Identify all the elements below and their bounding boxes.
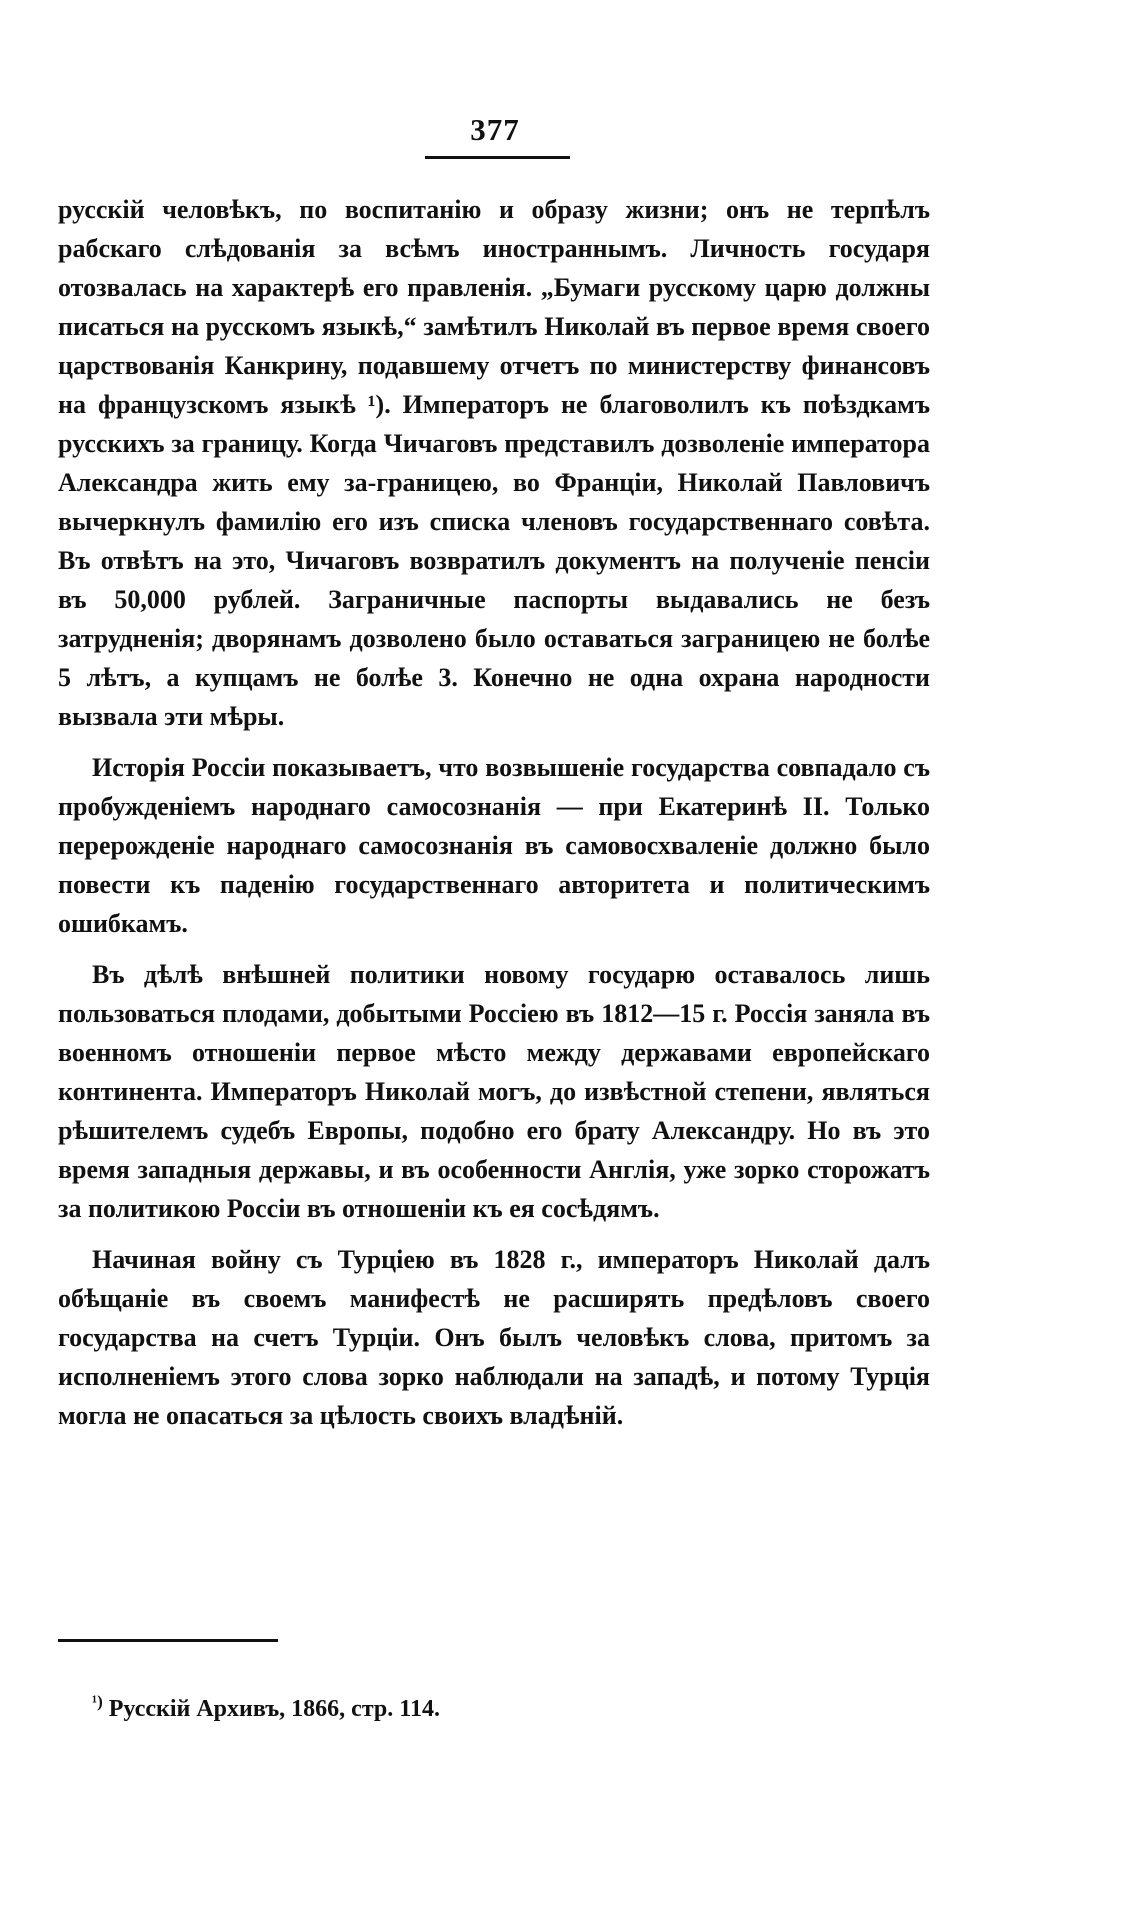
footnote-text: Русскій Архивъ, 1866, стр. 114.	[108, 1696, 440, 1722]
footnote-marker: ¹)	[92, 1692, 103, 1711]
main-text	[58, 190, 930, 1447]
footnote-rule	[58, 1639, 278, 1642]
page-number: 377	[470, 112, 520, 147]
paragraph-3: Въ дѣлѣ внѣшней политики новому государю оставалось лишь пользоваться плодами, добытыми Россіею въ 1812—15 г. Россія заняла въ военномъ отношеніи первое мѣсто между державами европейскаго континента. Императоръ Николай могъ, до извѣстной степени, являться рѣшителемъ судебъ Европы, подобно его брату Александру. Но въ это время западныя державы, и въ особенности Англія, уже зорко сторожатъ за политикою Россіи въ отношеніи къ ея сосѣдямъ.	[58, 960, 930, 1223]
paragraph-4: Начиная войну съ Турціею въ 1828 г., императоръ Николай далъ обѣщаніе въ своемъ манифестѣ не расширять предѣловъ своего государства на счетъ Турціи. Онъ былъ человѣкъ слова, притомъ за исполненіемъ этого слова зорко наблюдали на западѣ, и потому Турція могла не опасаться за цѣлость своихъ владѣній.	[58, 1245, 930, 1430]
paragraph-1: русскій человѣкъ, по воспитанію и образу жизни; онъ не терпѣлъ рабскаго слѣдованія за всѣмъ иностраннымъ. Личность государя отозвалась на характерѣ его правленія. „Бумаги русскому царю должны писаться на русскомъ языкѣ,“ замѣтилъ Николай въ первое время своего царствованія Канкрину, подавшему отчетъ по министерству финансовъ на французскомъ языкѣ ¹). Императоръ не благоволилъ къ поѣздкамъ русскихъ за границу. Когда Чичаговъ представилъ дозволеніе императора Александра жить ему за-границею, во Франціи, Николай Павловичъ вычеркнулъ фамилію его изъ списка членовъ государственнаго совѣта. Въ отвѣтъ на это, Чичаговъ возвратилъ документъ на полученіе пенсіи въ 50,000 рублей. Заграничные паспорты выдавались не безъ затрудненія; дворянамъ дозволено было оставаться заграницею не болѣе 5 лѣтъ, а купцамъ не болѣе 3. Конечно не одна охрана народности вызвала эти мѣры.	[58, 195, 930, 731]
footnote	[92, 1686, 440, 1725]
paragraph-2: Исторія Россіи показываетъ, что возвышеніе государства совпадало съ пробужденіемъ народнаго самосознанія — при Екатеринѣ II. Только перерожденіе народнаго самосознанія въ самовосхваленіе должно было повести къ паденію государственнаго авторитета и политическимъ ошибкамъ.	[58, 753, 930, 938]
page-number-rule	[425, 156, 570, 159]
